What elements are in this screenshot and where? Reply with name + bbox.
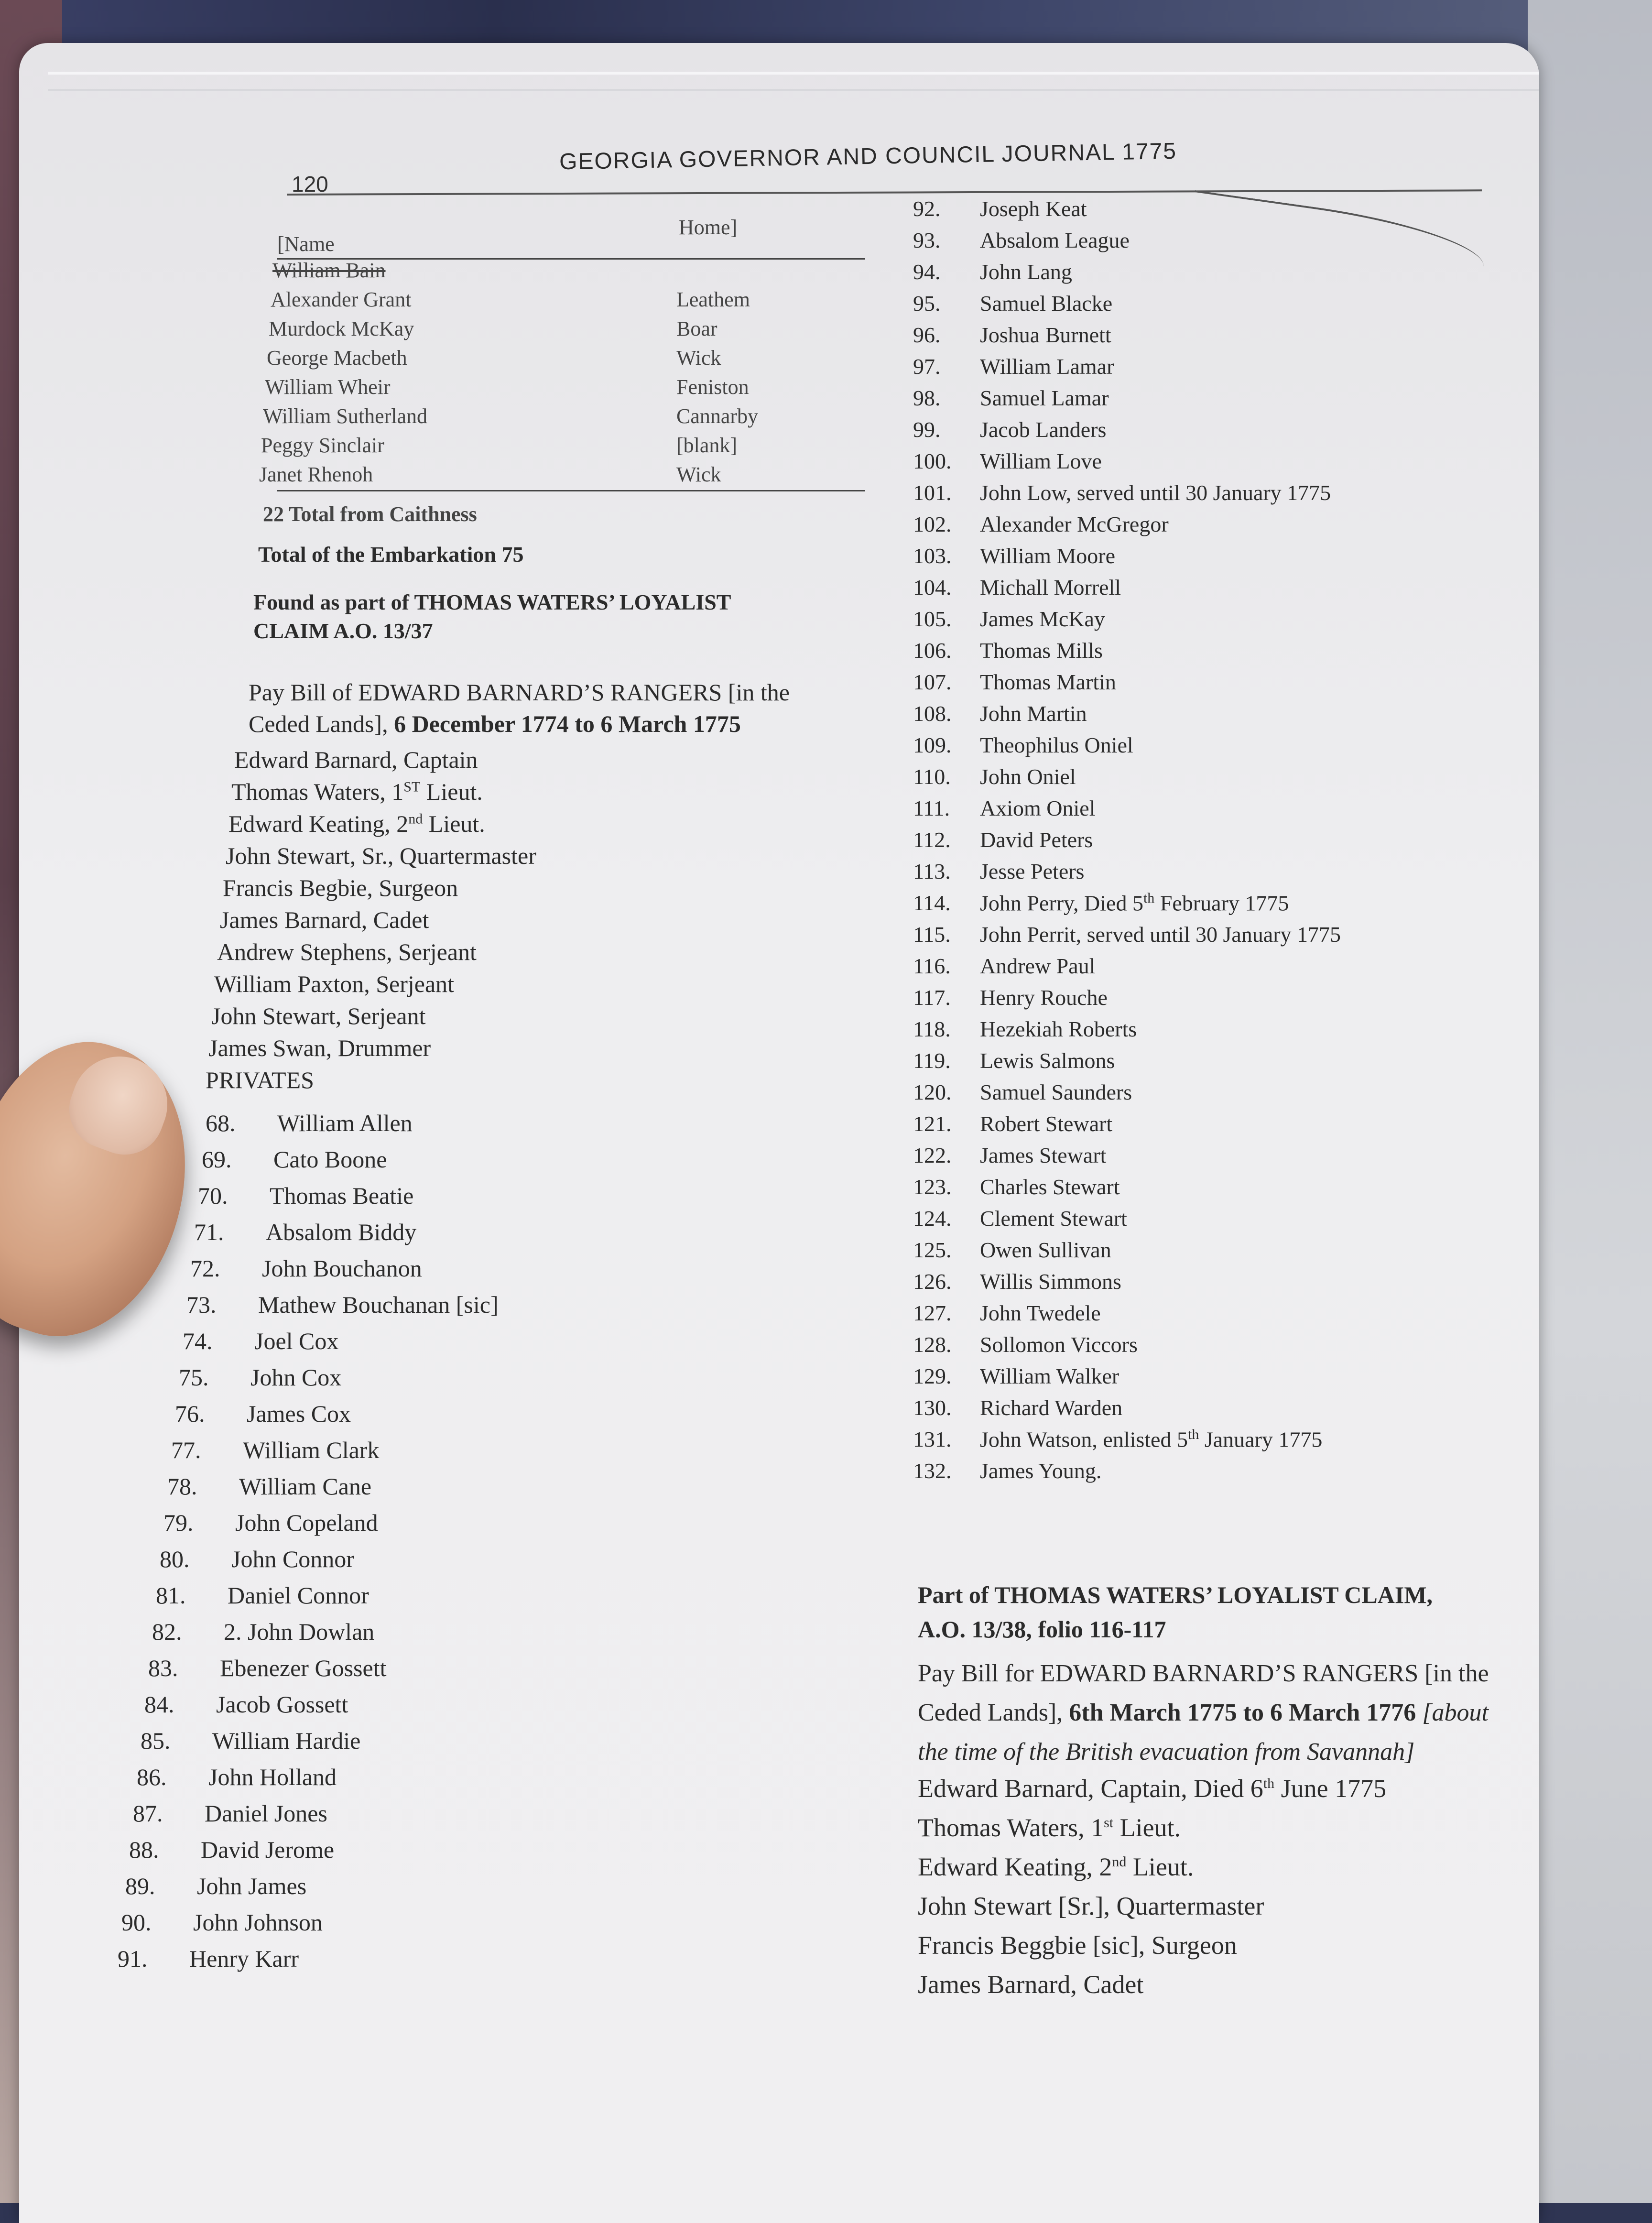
private-number: 118. (913, 1017, 951, 1041)
private-number: 76. (175, 1400, 205, 1427)
pay-bill-2-dates: 6th March 1775 to 6 March 1776 (1069, 1699, 1416, 1726)
officer-entry: James Swan, Drummer (208, 1035, 431, 1061)
private-name: Joshua Burnett (980, 323, 1111, 347)
private-name: John Oniel (980, 764, 1076, 789)
page-edge (48, 72, 1539, 91)
officer-entry: John Stewart, Sr., Quartermaster (226, 842, 536, 869)
pay-bill-1-dates: 6 December 1774 to 6 March 1775 (394, 710, 741, 737)
private-number: 100. (913, 449, 952, 473)
private-number: 98. (913, 386, 941, 410)
private-name: Joseph Keat (980, 196, 1087, 221)
row-name: Murdock McKay (269, 317, 414, 340)
pay-bill-1-line2-plain: Ceded Lands], (249, 710, 394, 737)
private-name: William Lamar (980, 354, 1114, 379)
private-number: 121. (913, 1112, 952, 1136)
row-home: Cannarby (676, 404, 759, 428)
private-number: 104. (913, 575, 952, 599)
private-number: 69. (202, 1146, 232, 1173)
private-number: 110. (913, 764, 951, 789)
private-number: 132. (913, 1459, 952, 1483)
private-number: 96. (913, 323, 941, 347)
private-name: Lewis Salmons (980, 1048, 1115, 1073)
private-number: 117. (913, 985, 951, 1010)
head-name: [Name (277, 232, 335, 256)
private-name: John Perry, Died 5th February 1775 (980, 890, 1289, 915)
private-number: 92. (913, 196, 941, 221)
private-name: John Twedele (980, 1301, 1101, 1325)
private-name: William Clark (243, 1437, 380, 1463)
row-name: Peggy Sinclair (261, 434, 384, 457)
officer-entry: Edward Barnard, Captain (234, 746, 478, 773)
private-number: 97. (913, 354, 941, 379)
private-number: 68. (206, 1110, 236, 1136)
private-number: 72. (190, 1255, 220, 1282)
private-name: John Copeland (235, 1509, 378, 1536)
page-number: 120 (292, 172, 328, 196)
private-name: David Jerome (201, 1836, 335, 1863)
private-name: John Cox (250, 1364, 342, 1391)
private-number: 81. (156, 1582, 186, 1609)
private-name: James Cox (247, 1400, 351, 1427)
home-table-row (263, 404, 994, 433)
private-number: 80. (160, 1546, 190, 1572)
private-number: 78. (167, 1473, 197, 1500)
pay-bill-2-line3: the time of the British evacuation from Savannah] (918, 1738, 1415, 1765)
home-table-head (277, 206, 994, 258)
private-name: Andrew Paul (980, 954, 1096, 978)
private-name: John Connor (231, 1546, 354, 1572)
private-name: Absalom League (980, 228, 1130, 252)
officer-entry: Thomas Waters, 1st Lieut. (918, 1813, 1181, 1842)
private-name: Jacob Landers (980, 417, 1107, 442)
private-name: James Young. (980, 1459, 1102, 1483)
private-number: 75. (179, 1364, 209, 1391)
private-number: 105. (913, 607, 952, 631)
private-number: 95. (913, 291, 941, 316)
private-name: Henry Karr (189, 1945, 299, 1972)
private-name: Alexander McGregor (980, 512, 1169, 536)
home-table-rows (259, 258, 994, 491)
private-number: 103. (913, 544, 952, 568)
officer-entry: Andrew Stephens, Serjeant (217, 938, 477, 965)
private-name: Thomas Mills (980, 638, 1103, 663)
private-number: 123. (913, 1175, 952, 1199)
private-name: Samuel Blacke (980, 291, 1113, 316)
private-number: 79. (163, 1509, 194, 1536)
found-heading-line2: CLAIM A.O. 13/37 (253, 619, 433, 643)
private-name: James McKay (980, 607, 1105, 631)
officer-entry: Thomas Waters, 1ST Lieut. (231, 778, 483, 805)
row-home: Wick (676, 463, 721, 486)
row-home: Wick (676, 346, 721, 370)
pay-bill-1-line2 (249, 708, 790, 740)
row-name: William Bain (272, 259, 386, 282)
home-table-row (261, 433, 994, 462)
private-name: Daniel Connor (228, 1582, 369, 1609)
private-name: Ebenezer Gossett (220, 1655, 387, 1681)
private-name: Charles Stewart (980, 1175, 1120, 1199)
private-number: 91. (118, 1945, 148, 1972)
private-name: William Love (980, 449, 1102, 473)
private-name: Michall Morrell (980, 575, 1121, 599)
private-number: 94. (913, 260, 941, 284)
private-number: 124. (913, 1206, 952, 1231)
pay-bill-2-line2-plain: Ceded Lands], (918, 1699, 1069, 1726)
private-name: Willis Simmons (980, 1269, 1121, 1294)
row-name: William Wheir (265, 375, 391, 399)
private-name: Thomas Beatie (270, 1182, 414, 1209)
head-home: Home] (679, 216, 738, 239)
private-name: Clement Stewart (980, 1206, 1127, 1231)
private-name: Thomas Martin (980, 670, 1116, 694)
part-heading (918, 1578, 1433, 1646)
private-name: Jacob Gossett (216, 1691, 348, 1718)
officer-entry: Francis Beggbie [sic], Surgeon (918, 1931, 1237, 1960)
private-name: Absalom Biddy (266, 1219, 417, 1245)
private-number: 116. (913, 954, 951, 978)
private-number: 90. (121, 1909, 152, 1936)
officer-entry: Francis Begbie, Surgeon (223, 874, 458, 901)
private-name: Cato Boone (273, 1146, 387, 1173)
private-name: Jesse Peters (980, 859, 1085, 883)
row-home: Leathem (676, 288, 750, 311)
private-name: John Bouchanon (262, 1255, 422, 1282)
private-number: 82. (152, 1618, 182, 1645)
table-bottom-rule (277, 490, 865, 491)
private-name: John Holland (208, 1764, 337, 1790)
private-name: Daniel Jones (205, 1800, 327, 1827)
private-number: 127. (913, 1301, 952, 1325)
home-table-row (267, 346, 994, 375)
private-number: 120. (913, 1080, 952, 1104)
officer-entry: PRIVATES (206, 1067, 314, 1093)
home-table-row (259, 462, 994, 491)
right-column (913, 196, 1534, 2156)
private-name: Sollomon Viccors (980, 1332, 1138, 1357)
private-number: 71. (194, 1219, 224, 1245)
home-table-row (271, 287, 994, 316)
running-title: GEORGIA GOVERNOR AND COUNCIL JOURNAL 1775 (559, 138, 1177, 175)
row-name: William Sutherland (263, 404, 428, 428)
private-number: 114. (913, 891, 951, 915)
private-number: 131. (913, 1427, 952, 1451)
private-name: John James (197, 1873, 307, 1899)
row-home: Feniston (676, 375, 749, 399)
private-name: John Lang (980, 260, 1072, 284)
home-table-row (265, 375, 994, 404)
private-name: Robert Stewart (980, 1112, 1113, 1136)
part-heading-line1: Part of THOMAS WATERS’ LOYALIST CLAIM, (918, 1581, 1433, 1608)
private-number: 128. (913, 1332, 952, 1357)
row-name: Alexander Grant (271, 288, 412, 311)
officer-entry: James Barnard, Cadet (220, 906, 429, 933)
officer-entry: John Stewart, Serjeant (211, 1003, 426, 1029)
private-name: Joel Cox (254, 1328, 339, 1354)
private-name: John Martin (980, 701, 1087, 726)
private-number: 89. (125, 1873, 155, 1899)
officers-list-1 (206, 746, 545, 1098)
private-name: David Peters (980, 828, 1093, 852)
private-number: 106. (913, 638, 952, 663)
private-number: 130. (913, 1395, 952, 1420)
private-number: 93. (913, 228, 941, 252)
private-name: Axiom Oniel (980, 796, 1096, 820)
private-name: Mathew Bouchanan [sic] (258, 1291, 499, 1318)
private-number: 129. (913, 1364, 952, 1388)
pay-bill-2-note-start: [about (1416, 1699, 1489, 1726)
private-number: 115. (913, 922, 951, 947)
private-number: 112. (913, 828, 951, 852)
private-name: Samuel Saunders (980, 1080, 1132, 1104)
pay-bill-2-line1: Pay Bill for EDWARD BARNARD’S RANGERS [in the (918, 1660, 1489, 1687)
private-name: William Moore (980, 544, 1116, 568)
private-name: Richard Warden (980, 1395, 1123, 1420)
officer-entry: William Paxton, Serjeant (214, 970, 455, 997)
private-number: 113. (913, 859, 951, 883)
private-name: James Stewart (980, 1143, 1107, 1167)
private-name: William Allen (277, 1110, 413, 1136)
found-heading (253, 588, 731, 645)
private-number: 77. (171, 1437, 201, 1463)
pay-bill-2 (918, 1654, 1489, 1772)
officer-entry: John Stewart [Sr.], Quartermaster (918, 1892, 1264, 1920)
private-name: John Johnson (193, 1909, 323, 1936)
officer-entry: James Barnard, Cadet (918, 1970, 1144, 1999)
embarkation-total: Total of the Embarkation 75 (258, 542, 524, 567)
row-name: Janet Rhenoh (259, 463, 373, 486)
private-number: 122. (913, 1143, 952, 1167)
private-number: 87. (133, 1800, 163, 1827)
private-number: 109. (913, 733, 952, 757)
private-number: 99. (913, 417, 941, 442)
home-table-row (269, 316, 994, 346)
private-number: 88. (129, 1836, 159, 1863)
private-number: 85. (141, 1727, 171, 1754)
table-total: 22 Total from Caithness (263, 502, 477, 526)
private-name: John Low, served until 30 January 1775 (980, 480, 1331, 505)
pay-bill-1 (249, 676, 790, 740)
private-name: William Hardie (212, 1727, 361, 1754)
pay-bill-1-line1: Pay Bill of EDWARD BARNARD’S RANGERS [in the (249, 679, 790, 706)
private-name: 2. John Dowlan (224, 1618, 375, 1645)
private-number: 111. (913, 796, 950, 820)
row-name: George Macbeth (267, 346, 407, 370)
private-number: 73. (186, 1291, 217, 1318)
private-number: 107. (913, 670, 952, 694)
found-heading-line1: Found as part of THOMAS WATERS’ LOYALIST (253, 590, 731, 614)
private-name: Owen Sullivan (980, 1238, 1111, 1262)
private-name: William Cane (239, 1473, 372, 1500)
left-column (118, 206, 894, 2022)
row-home: Boar (676, 317, 717, 340)
officer-entry: Edward Barnard, Captain, Died 6th June 1775 (918, 1774, 1387, 1803)
private-name: Samuel Lamar (980, 386, 1109, 410)
private-name: William Walker (980, 1364, 1119, 1388)
background-right (1528, 0, 1652, 2203)
private-number: 119. (913, 1048, 951, 1073)
private-number: 83. (148, 1655, 178, 1681)
part-heading-line2: A.O. 13/38, folio 116-117 (918, 1616, 1166, 1643)
private-name: John Perrit, served until 30 January 1775 (980, 922, 1341, 947)
home-table-row (272, 258, 994, 287)
officer-entry: Edward Keating, 2nd Lieut. (228, 810, 485, 837)
private-name: Theophilus Oniel (980, 733, 1133, 757)
private-number: 108. (913, 701, 952, 726)
private-number: 125. (913, 1238, 952, 1262)
officer-entry: Edward Keating, 2nd Lieut. (918, 1852, 1194, 1881)
private-number: 126. (913, 1269, 952, 1294)
private-name: Henry Rouche (980, 985, 1108, 1010)
private-number: 86. (137, 1764, 167, 1790)
private-name: John Watson, enlisted 5th January 1775 (980, 1427, 1323, 1452)
pay-bill-2-line2 (918, 1693, 1489, 1733)
private-number: 70. (198, 1182, 228, 1209)
private-name: Hezekiah Roberts (980, 1017, 1137, 1041)
private-number: 74. (183, 1328, 213, 1354)
row-home: [blank] (676, 434, 738, 457)
private-number: 102. (913, 512, 952, 536)
officers-list-2 (918, 1774, 1386, 2009)
private-number: 101. (913, 480, 952, 505)
private-number: 84. (144, 1691, 174, 1718)
